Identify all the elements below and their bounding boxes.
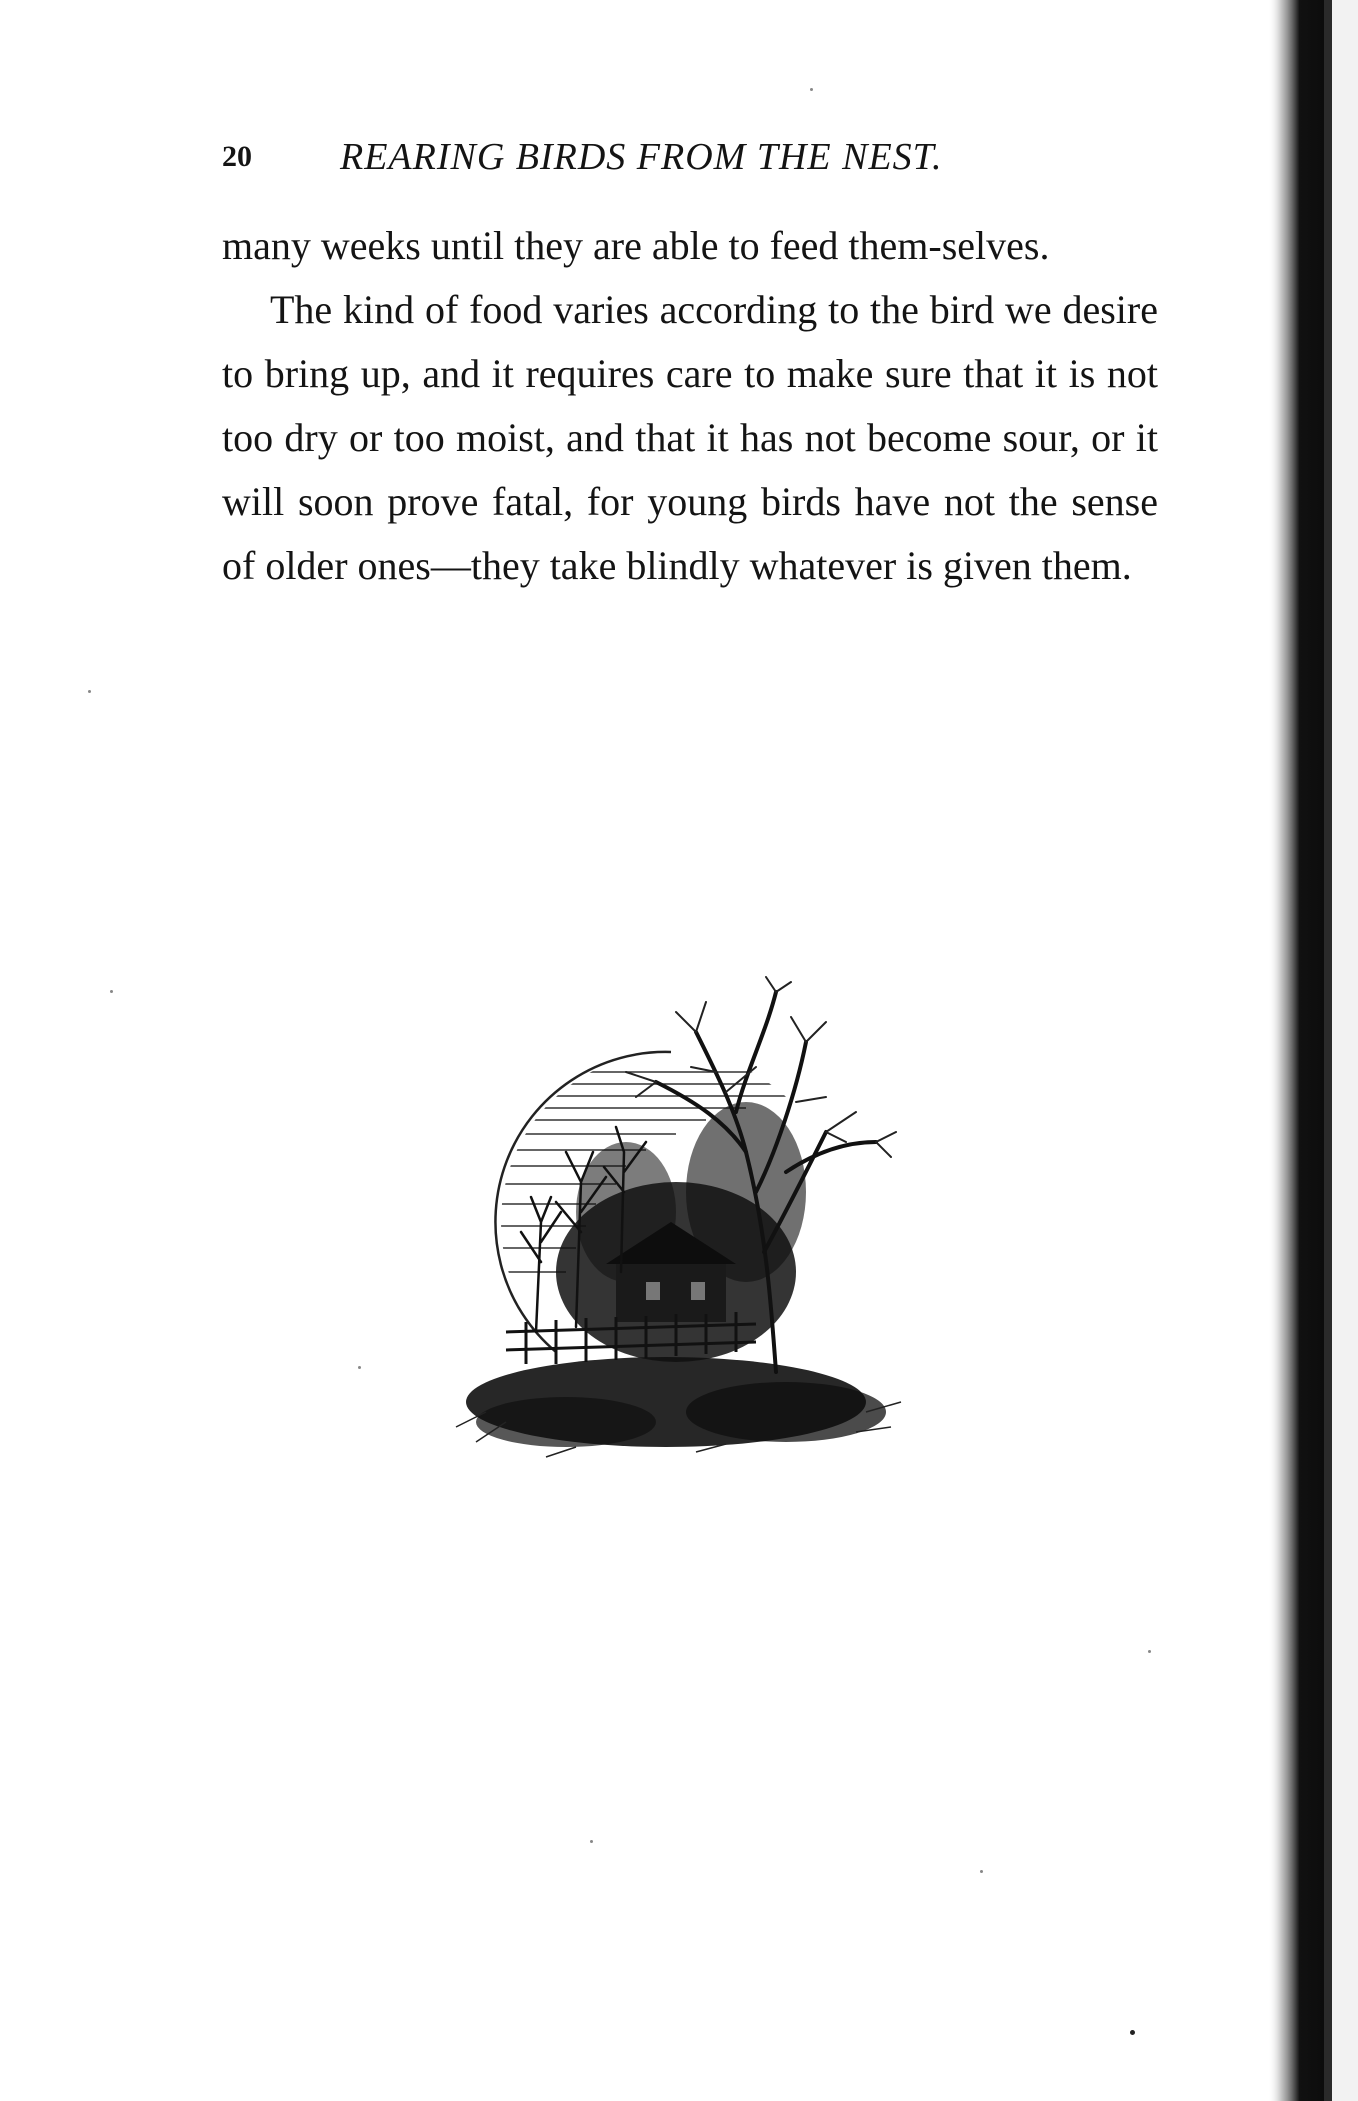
print-speck bbox=[88, 690, 91, 693]
running-head bbox=[222, 132, 1142, 182]
print-speck bbox=[110, 990, 113, 993]
binding-edge-shadow bbox=[1268, 0, 1358, 2101]
print-speck bbox=[810, 88, 813, 91]
print-speck bbox=[590, 1840, 593, 1843]
print-speck bbox=[980, 1870, 983, 1873]
paragraph-continuation: many weeks until they are able to feed them-selves. bbox=[222, 223, 1050, 268]
print-speck bbox=[1148, 1650, 1151, 1653]
paragraph-food: The kind of food varies according to the bird we desire to bring up, and it requires care to make sure that it is not too dry or too moist, and that it has not become sour, or it will soon prove fatal, for young birds have not the sense of older ones—they take blindly whatever is given them. bbox=[222, 287, 1158, 588]
print-speck bbox=[1130, 2030, 1135, 2035]
page-number: 20 bbox=[222, 140, 252, 173]
print-speck bbox=[358, 1366, 361, 1369]
body-text bbox=[222, 214, 1158, 598]
running-title: REARING BIRDS FROM THE NEST. bbox=[340, 136, 943, 178]
vignette-illustration bbox=[446, 972, 926, 1512]
